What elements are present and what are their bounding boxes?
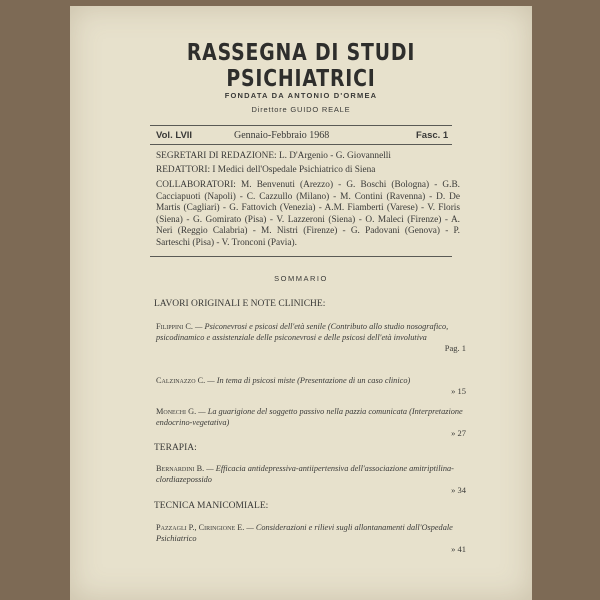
entry-page: » 27 [451,428,466,438]
journal-page [70,6,532,600]
entry-author: Monechi G. [156,407,197,416]
collaborators-paragraph: COLLABORATORI: M. Benvenuti (Arezzo) - G. Boschi (Bologna) - G.B. Cacciapuoti (Napoli) - C. Cazzullo (Milano) - M. Contini (Ravenna) - D. De Martis (Cagliari) - G. Fattovich (Venezia) - A.M. Fiamberti (Varese) - V. Floris (Siena) - G. Gomirato (Pisa) - V. Lazzeroni (Siena) - O. Maleci (Firenze) - A. Neri (Reggio Calabria) - M. Nistri (Firenze) - G. Padovani (Genova) - P. Sarteschi (Pisa) - V. Tronconi (Pavia). [156,180,460,248]
section-title: LAVORI ORIGINALI E NOTE CLINICHE: [154,299,326,309]
header-rule-bottom [150,144,452,145]
section-title: TERAPIA: [154,443,197,453]
volume-label: Vol. LVII [156,130,193,141]
entry-author: Pazzagli P., Ciringione E. [156,523,245,532]
section-title: TECNICA MANICOMIALE: [154,501,269,511]
secretaries-line: SEGRETARI DI REDAZIONE: L. D'Argenio - G. Giovannelli [156,151,391,161]
contents-entry [156,375,466,397]
contents-rule [150,256,452,257]
entry-author: Filippini C. [156,322,193,331]
contents-entry [156,522,466,555]
contents-entry [156,463,466,496]
entry-title: — Psiconevrosi e psicosi dell'età senile (Contributo allo studio nosografico, psicodinamico e assistenziale delle psiconevrosi e delle psicosi dell'età involutiva [156,322,449,342]
fascicle-label: Fasc. 1 [416,130,449,141]
journal-title: RASSEGNA DI STUDI PSICHIATRICI [186,40,416,92]
entry-title: — La guarigione del soggetto passivo nella pazzia comunicata (Interpretazione endocrino-vegetativa) [156,407,463,427]
entry-page: » 15 [451,386,466,396]
entry-author: Calzinazzo C. [156,376,206,385]
contents-entry [156,406,466,439]
contents-heading: SOMMARIO [274,274,328,283]
entry-page: Pag. 1 [444,343,466,353]
entry-page: » 41 [451,544,466,554]
issue-date: Gennaio-Febbraio 1968 [234,130,330,141]
contents-entry [156,321,466,354]
header-rule-top [150,125,452,126]
editors-line: REDATTORI: I Medici dell'Ospedale Psichiatrico di Siena [156,165,376,175]
entry-title: — Considerazioni e rilievi sugli allontanamenti dall'Ospedale Psichiatrico [156,523,453,543]
entry-author: Bernardini B. [156,464,205,473]
director-line: Direttore GUIDO REALE [251,105,351,114]
entry-page: » 34 [451,485,466,495]
entry-title: — In tema di psicosi miste (Presentazione di un caso clinico) [207,376,411,385]
founder-line: FONDATA DA ANTONIO D'ORMEA [224,91,378,100]
entry-title: — Efficacia antidepressiva-antiipertensiva dell'associazione amitriptilina-clordiazepossido [156,464,454,484]
